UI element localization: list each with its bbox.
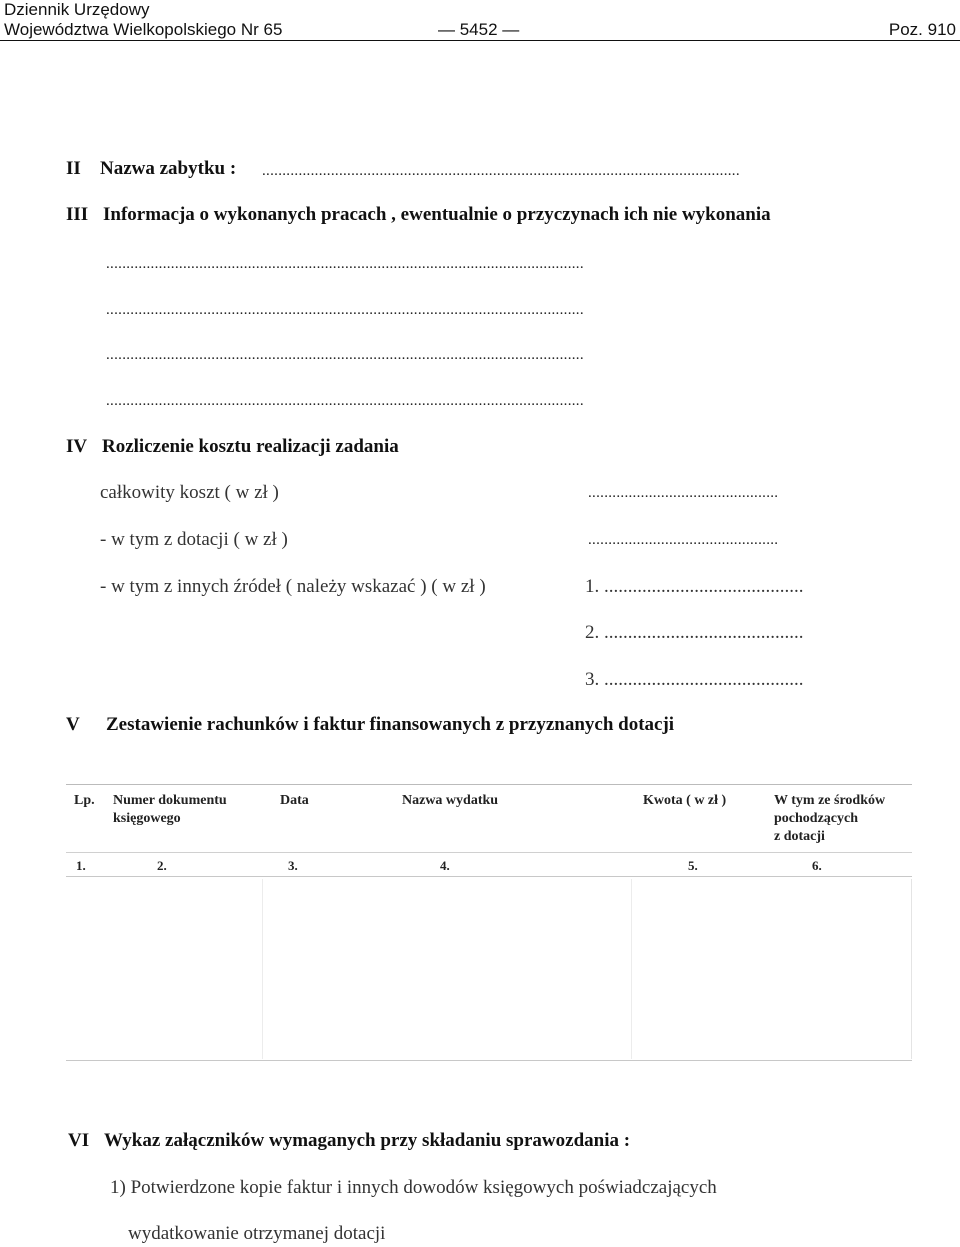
table-border-bottom bbox=[66, 1060, 912, 1061]
section-3-heading bbox=[66, 204, 771, 226]
journal-title-line1: Dziennik Urzędowy bbox=[4, 0, 150, 19]
col-number-4: 4. bbox=[440, 858, 450, 873]
col-number-1: 1. bbox=[76, 858, 86, 873]
section-2-number: II bbox=[66, 158, 81, 179]
section-6-title: Wykaz załączników wymaganych przy składaniu sprawozdania : bbox=[104, 1130, 631, 1151]
table-border-top bbox=[66, 784, 912, 785]
other-source-2: 2. .......................................... bbox=[585, 622, 804, 643]
col-header-expense-name: Nazwa wydatku bbox=[402, 793, 499, 808]
expenses-table bbox=[66, 784, 912, 1064]
section-5-heading bbox=[66, 714, 674, 736]
section-4-heading bbox=[66, 436, 399, 458]
attachment-item-1-continued: wydatkowanie otrzymanej dotacji bbox=[128, 1223, 386, 1244]
col-number-6: 6. bbox=[812, 858, 822, 873]
section-2-dots: ...................................................................................................................... bbox=[262, 163, 740, 179]
col-number-2: 2. bbox=[157, 858, 167, 873]
section-6-heading bbox=[68, 1130, 630, 1152]
col-number-3: 3. bbox=[288, 858, 298, 873]
table-number-row-divider bbox=[66, 876, 912, 877]
section-3-number: III bbox=[66, 204, 89, 225]
table-header-divider bbox=[66, 852, 912, 853]
section-6-number: VI bbox=[68, 1130, 90, 1151]
col-header-lp: Lp. bbox=[74, 793, 95, 808]
journal-title bbox=[4, 0, 282, 40]
section-4-title: Rozliczenie kosztu realizacji zadania bbox=[102, 436, 399, 457]
section-2-heading bbox=[66, 158, 236, 180]
position-number: Poz. 910 bbox=[888, 20, 956, 39]
other-sources-label: - w tym z innych źródeł ( należy wskazać ) ( w zł ) bbox=[100, 576, 486, 597]
other-source-1: 1. .......................................... bbox=[585, 576, 804, 597]
section-3-title: Informacja o wykonanych pracach , ewentualnie o przyczynach ich nie wykonania bbox=[103, 204, 771, 225]
col-header-amount: Kwota ( w zł ) bbox=[643, 793, 727, 808]
section-3-line-3: ...................................................................................................................... bbox=[106, 347, 584, 363]
col-number-5: 5. bbox=[688, 858, 698, 873]
header-divider bbox=[0, 40, 960, 41]
section-5-title: Zestawienie rachunków i faktur finansowanych z przyznanych dotacji bbox=[106, 714, 675, 735]
table-column-divider bbox=[262, 879, 263, 1059]
section-3-line-1: ...................................................................................................................... bbox=[106, 256, 584, 272]
other-source-3: 3. .......................................... bbox=[585, 669, 804, 690]
grant-cost-dots: ............................................... bbox=[588, 532, 779, 548]
attachment-item-1: 1) Potwierdzone kopie faktur i innych dowodów księgowych poświadczających bbox=[110, 1177, 717, 1198]
col-header-grant-share: W tym ze środków pochodzących z dotacji bbox=[774, 793, 886, 844]
section-3-line-2: ...................................................................................................................... bbox=[106, 302, 584, 318]
table-column-divider bbox=[631, 879, 632, 1059]
section-4-number: IV bbox=[66, 436, 88, 457]
section-5-number: V bbox=[66, 714, 80, 735]
section-2-title: Nazwa zabytku : bbox=[100, 158, 237, 179]
col-header-document-number: Numer dokumentu księgowego bbox=[113, 793, 227, 826]
col-header-date: Data bbox=[280, 793, 309, 808]
grant-cost-label: - w tym z dotacji ( w zł ) bbox=[100, 529, 288, 550]
total-cost-dots: ............................................... bbox=[588, 485, 779, 501]
total-cost-label: całkowity koszt ( w zł ) bbox=[100, 482, 279, 503]
journal-title-line2: Województwa Wielkopolskiego Nr 65 bbox=[4, 20, 283, 39]
table-column-divider bbox=[911, 879, 912, 1059]
page-number: — 5452 — bbox=[438, 20, 520, 39]
section-3-line-4: ...................................................................................................................... bbox=[106, 393, 584, 409]
